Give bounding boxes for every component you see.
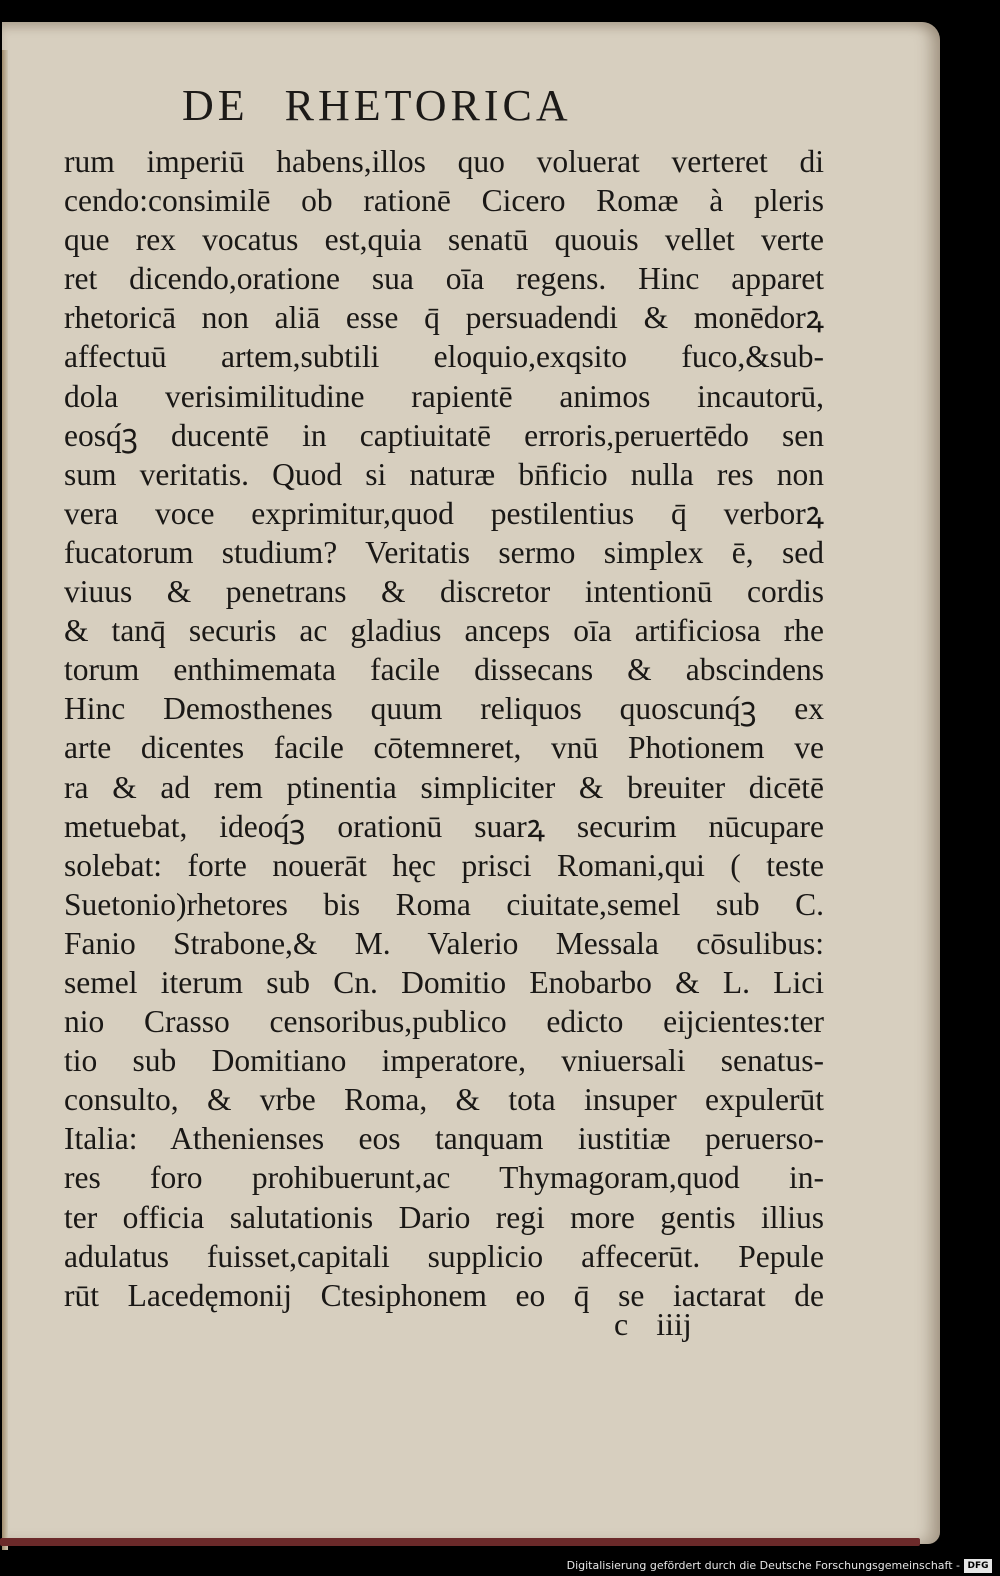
signature-number: iiij [656,1306,692,1342]
running-head [182,80,572,131]
text-line: torum enthimemata facile dissecans & abscindens [64,652,824,688]
text-line: rum imperiū habens,illos quo voluerat verteret di [64,144,824,179]
text-line: arte dicentes facile cōtemneret, vnū Photionem ve [64,730,824,766]
running-head-right: RHETORICA [284,81,572,130]
text-line: viuus & penetrans & discretor intentionū cordis [64,574,824,610]
book-binding-edge [0,1538,920,1546]
text-line: adulatus fuisset,capitali supplicio affecerūt. Pepule [64,1238,824,1274]
text-line: consulto, & vrbe Roma, & tota insuper expulerūt [64,1082,824,1118]
text-line: affectuū artem,subtili eloquio,exqsito fuco,&sub- [64,339,824,375]
text-line: sum veritatis. Quod si naturæ bn̄ficio nulla res non [64,456,824,492]
text-line: metuebat, ideoq́ꝫ orationū suarꝝ securim nūcupare [64,808,824,844]
text-line: Hinc Demosthenes quum reliquos quoscunq́ꝫ ex [64,691,824,727]
digitization-credit: Digitalisierung gefördert durch die Deutsche Forschungsgemeinschaft - [566,1559,960,1572]
text-line: semel iterum sub Cn. Domitio Enobarbo & L. Lici [64,964,824,1000]
signature-letter: c [614,1306,629,1342]
text-line: eosq́ꝫ ducentē in captiuitatē erroris,peruertēdo sen [64,417,824,453]
dfg-logo: DFG [964,1559,992,1573]
text-line: Fanio Strabone,& M. Valerio Messala cōsulibus: [64,925,824,961]
text-line: ra & ad rem ptinentia simpliciter & breuiter dicētē [64,769,824,805]
text-line: ter officia salutationis Dario regi more gentis illius [64,1199,824,1235]
text-line: que rex vocatus est,quia senatū quouis vellet verte [64,222,824,258]
text-line: ret dicendo,oratione sua oīa regens. Hinc apparet [64,261,824,297]
text-line: solebat: forte nouerāt hęc prisci Romani,qui ( teste [64,847,824,883]
text-line: res foro prohibuerunt,ac Thymagoram,quod in- [64,1160,824,1196]
text-line: Italia: Athenienses eos tanquam iustitiæ peruerso- [64,1121,824,1157]
signature-mark [614,1306,692,1343]
text-line: cendo:consimilē ob rationē Cicero Romæ à pleris [64,183,824,219]
text-line: vera voce exprimitur,quod pestilentius q̄ verborꝝ [64,495,824,531]
text-line: nio Crasso censoribus,publico edicto eijcientes:ter [64,1004,824,1040]
running-head-left: DE [182,81,249,130]
body-text [64,142,824,1315]
text-line: dola verisimilitudine rapientē animos incautorū, [64,378,824,414]
page-gutter [2,50,8,1550]
text-line: tio sub Domitiano imperatore, vniuersali senatus- [64,1043,824,1079]
text-line: & tanq̄ securis ac gladius anceps oīa artificiosa rhe [64,613,824,649]
text-line: rhetoricā non aliā esse q̄ persuadendi & monēdorꝝ [64,300,824,336]
text-line: Suetonio)rhetores bis Roma ciuitate,semel sub C. [64,886,824,922]
text-line: fucatorum studium? Veritatis sermo simplex ē, sed [64,534,824,570]
text-line: rūt Lacedęmonij Ctesiphonem eo q̄ se iactarat de [64,1277,824,1313]
